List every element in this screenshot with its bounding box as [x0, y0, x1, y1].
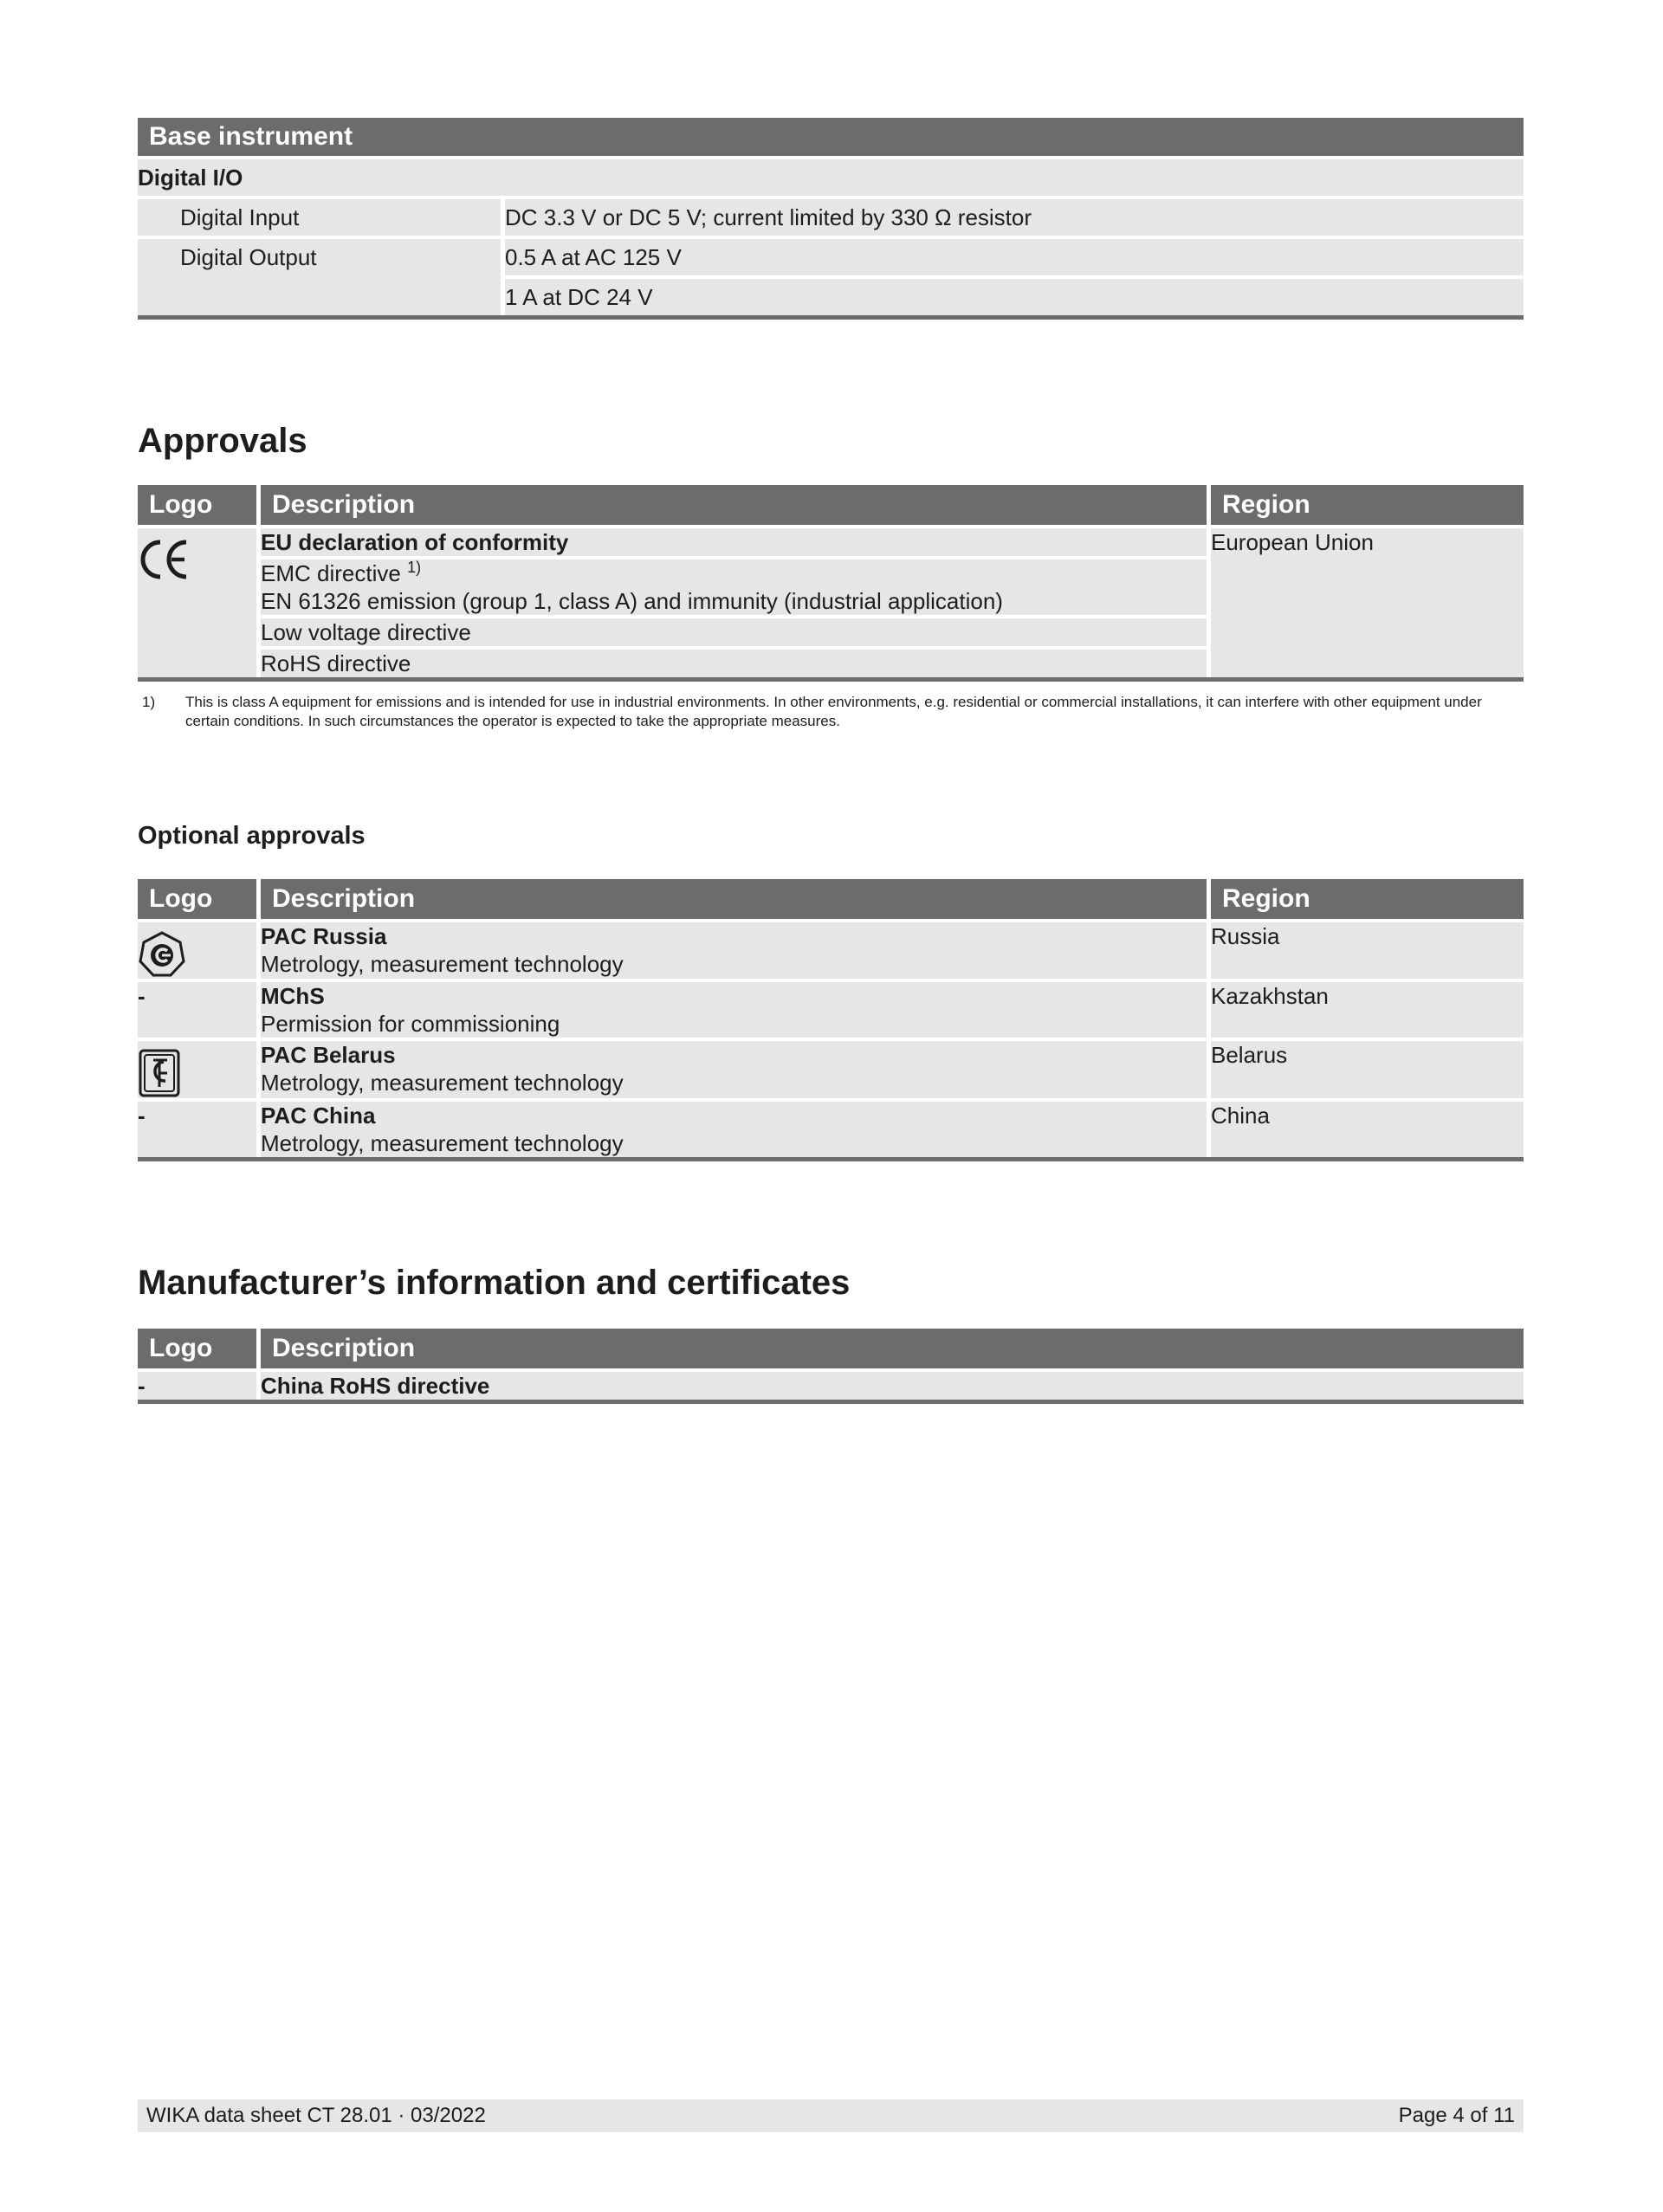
optional-approvals-table	[138, 879, 1524, 1157]
ce-logo-cell	[138, 525, 256, 677]
approvals-region: European Union	[1207, 525, 1524, 677]
digital-input-label: Digital Input	[138, 196, 501, 236]
pac-belarus-region: Belarus	[1207, 1038, 1524, 1098]
china-rohs-title: China RoHS directive	[256, 1368, 1524, 1400]
approvals-region-column-header: Region	[1207, 485, 1524, 525]
eu-declaration-title: EU declaration of conformity	[256, 525, 1207, 556]
emc-directive-cell	[256, 556, 1207, 615]
approvals-footnote	[138, 693, 1524, 731]
mchs-title: MChS	[261, 983, 325, 1009]
mchs-region: Kazakhstan	[1207, 979, 1524, 1038]
emc-directive-detail: EN 61326 emission (group 1, class A) and immunity (industrial application)	[261, 588, 1003, 614]
optional-region-column-header: Region	[1207, 879, 1524, 919]
pac-china-description	[256, 1098, 1207, 1157]
manufacturer-title: Manufacturer’s information and certificates	[138, 1264, 851, 1302]
pac-china-logo-cell: -	[138, 1098, 256, 1157]
digital-output-label: Digital Output	[138, 236, 501, 315]
pac-belarus-detail: Metrology, measurement technology	[261, 1070, 624, 1096]
pac-china-region: China	[1207, 1098, 1524, 1157]
table-bottom-rule	[138, 1400, 1524, 1404]
pac-russia-logo-cell	[138, 919, 256, 979]
digital-input-value: DC 3.3 V or DC 5 V; current limited by 330 Ω resistor	[501, 196, 1524, 236]
pac-russia-logo-icon	[138, 930, 186, 979]
optional-logo-column-header: Logo	[138, 879, 256, 919]
pac-belarus-logo-icon	[138, 1048, 181, 1098]
pac-china-detail: Metrology, measurement technology	[261, 1130, 624, 1156]
footer-document-id: WIKA data sheet CT 28.01 · 03/2022	[146, 2104, 486, 2127]
ce-mark-icon	[138, 539, 191, 580]
pac-belarus-logo-cell	[138, 1038, 256, 1098]
china-rohs-logo-cell: -	[138, 1368, 256, 1400]
mchs-logo-cell: -	[138, 979, 256, 1038]
emc-directive-label: EMC directive	[261, 560, 401, 586]
low-voltage-directive: Low voltage directive	[256, 615, 1207, 646]
footer-page-number: Page 4 of 11	[1398, 2104, 1515, 2127]
digital-io-section-label: Digital I/O	[138, 156, 1524, 196]
base-instrument-table	[138, 118, 1524, 315]
approvals-description-column-header: Description	[256, 485, 1207, 525]
pac-russia-detail: Metrology, measurement technology	[261, 951, 624, 977]
footnote-number: 1)	[142, 694, 156, 710]
approvals-title: Approvals	[138, 422, 307, 460]
pac-russia-region: Russia	[1207, 919, 1524, 979]
mchs-description	[256, 979, 1207, 1038]
pac-belarus-description	[256, 1038, 1207, 1098]
pac-russia-title: PAC Russia	[261, 923, 387, 949]
manufacturer-table	[138, 1329, 1524, 1400]
table-bottom-rule	[138, 1157, 1524, 1161]
pac-china-title: PAC China	[261, 1103, 376, 1129]
approvals-logo-column-header: Logo	[138, 485, 256, 525]
manufacturer-logo-column-header: Logo	[138, 1329, 256, 1368]
pac-russia-description	[256, 919, 1207, 979]
mchs-detail: Permission for commissioning	[261, 1011, 560, 1037]
optional-approvals-title: Optional approvals	[138, 822, 366, 850]
emc-footnote-ref: 1)	[407, 559, 422, 576]
optional-description-column-header: Description	[256, 879, 1207, 919]
table-bottom-rule	[138, 677, 1524, 682]
manufacturer-description-column-header: Description	[256, 1329, 1524, 1368]
approvals-table	[138, 485, 1524, 677]
base-instrument-header: Base instrument	[138, 118, 1524, 156]
rohs-directive: RoHS directive	[256, 646, 1207, 677]
footnote-text: This is class A equipment for emissions and is intended for use in industrial environments. In other environments, e.g. residential or commercial installations, it can interfere with other equipment under certain conditions. In such circumstances the operator is expected to take the appropriate measures.	[185, 694, 1482, 729]
pac-belarus-title: PAC Belarus	[261, 1042, 396, 1068]
digital-output-value-1: 0.5 A at AC 125 V	[501, 236, 1524, 275]
page-footer	[138, 2099, 1524, 2132]
table-bottom-rule	[138, 315, 1524, 320]
digital-output-value-2: 1 A at DC 24 V	[501, 275, 1524, 315]
